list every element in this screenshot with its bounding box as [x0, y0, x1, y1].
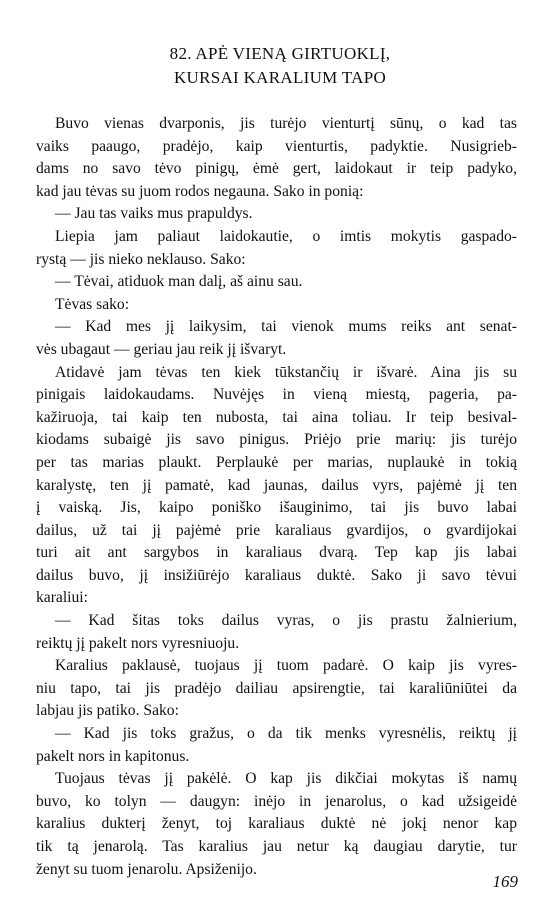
text-line: Tuojaus tėvas jį pakėlė. O kap jis dikčiai mokytas iš namų: [55, 770, 517, 788]
text-line: tik tą jenarolą. Tas karalius jau netur ką daugiau darytie, tur: [36, 838, 517, 855]
text-line: turi ait ant sargybos in karaliaus dvarą. Tep kap jis labai: [36, 544, 517, 562]
text-line: — Kad šitas toks dailus vyras, o jis prastu žalnierium,: [55, 612, 517, 630]
text-line: į vaiską. Jis, kaipo poniško išauginimo, tai jis buvo labai: [36, 499, 517, 517]
text-line: vės ubagaut — geriau jau reik jį išvaryt.: [36, 340, 287, 358]
story-text: [36, 113, 517, 881]
text-line: vaiks paaugo, pradėjo, kaip vienturtis, padyktie. Nusigrieb-: [36, 137, 517, 155]
page-number: 169: [492, 872, 518, 891]
text-line: Tėvas sako:: [55, 295, 130, 313]
text-line: Atidavė jam tėvas ten kiek tūkstančių ir išvarė. Aina jis su: [55, 363, 517, 381]
text-line: buvo, ko tolyn — daugyn: inėjo in jenarolus, o kad užsigeidė: [36, 792, 517, 810]
text-line: kiodams subaigė jis savo pinigus. Priėjo prie marių: jis turėjo: [36, 431, 517, 449]
text-line: rystą — jis nieko neklauso. Sako:: [36, 250, 246, 268]
text-line: ženyt su tuom jenarolu. Apsiženijo.: [36, 860, 257, 878]
text-line: pinigais laidokaudams. Nuvėjęs in vieną miestą, pageria, pa-: [36, 386, 517, 404]
text-line: — Kad jis toks gražus, o da tik menks vyresnėlis, reiktų jį: [55, 725, 517, 743]
text-line: karalystę, ten jį pamatė, kad jaunas, dailus vyrs, pajėmė jį ten: [36, 476, 517, 494]
text-line: — Tėvai, atiduok man dalį, aš ainu sau.: [55, 273, 303, 291]
text-line: pakelt nors in kapitonus.: [36, 747, 190, 765]
text-line: kad jau tėvas su juom rodos negauna. Sako in ponią:: [36, 182, 364, 200]
text-line: labjau jis patiko. Sako:: [36, 702, 179, 720]
text-line: kažiruoja, tai kaip ten nubosta, tai aina toliau. Ir teip besival-: [36, 408, 517, 426]
text-line: — Kad mes jį laikysim, tai vienok mums reiks ant senat-: [55, 318, 517, 336]
text-line: dailus buvo, jį insižiūrėjo karaliaus duktė. Sako ji savo tėvui: [36, 566, 517, 584]
text-line: karalius dukterį ženyt, toj karaliaus duktė nė jokį nenor kap: [36, 815, 517, 833]
text-line: niu tapo, tai jis pradėjo dailiau apsirengtie, tai karaliūniūtei da: [36, 679, 517, 697]
text-line: — Jau tas vaiks mus prapuldys.: [55, 205, 253, 223]
text-line: Liepia jam paliaut laidokautie, o imtis mokytis gaspado-: [55, 227, 517, 245]
text-line: dailus, už tai jį pajėmė prie karaliaus gvardijos, o gvardijokai: [36, 521, 517, 539]
text-line: per tas marias plaukt. Perplaukė per marias, nuplaukė in tokią: [36, 453, 517, 471]
text-line: reiktų jį pakelt nors vyresniuoju.: [36, 634, 240, 652]
chapter-title-line-2: KURSAI KARALIUM TAPO: [173, 68, 387, 87]
chapter-title: [0, 42, 560, 90]
chapter-title-line-1: 82. APĖ VIENĄ GIRTUOKLĮ,: [169, 44, 391, 63]
text-line: karaliui:: [36, 589, 88, 607]
text-line: Buvo vienas dvarponis, jis turėjo vienturtį sūnų, o kad tas: [55, 115, 517, 132]
text-line: Karalius paklausė, tuojaus jį tuom padarė. O kaip jis vyres-: [55, 657, 517, 675]
text-line: dams no savo tėvo pinigų, ėmė gert, laidokaut ir teip padyko,: [36, 160, 517, 178]
